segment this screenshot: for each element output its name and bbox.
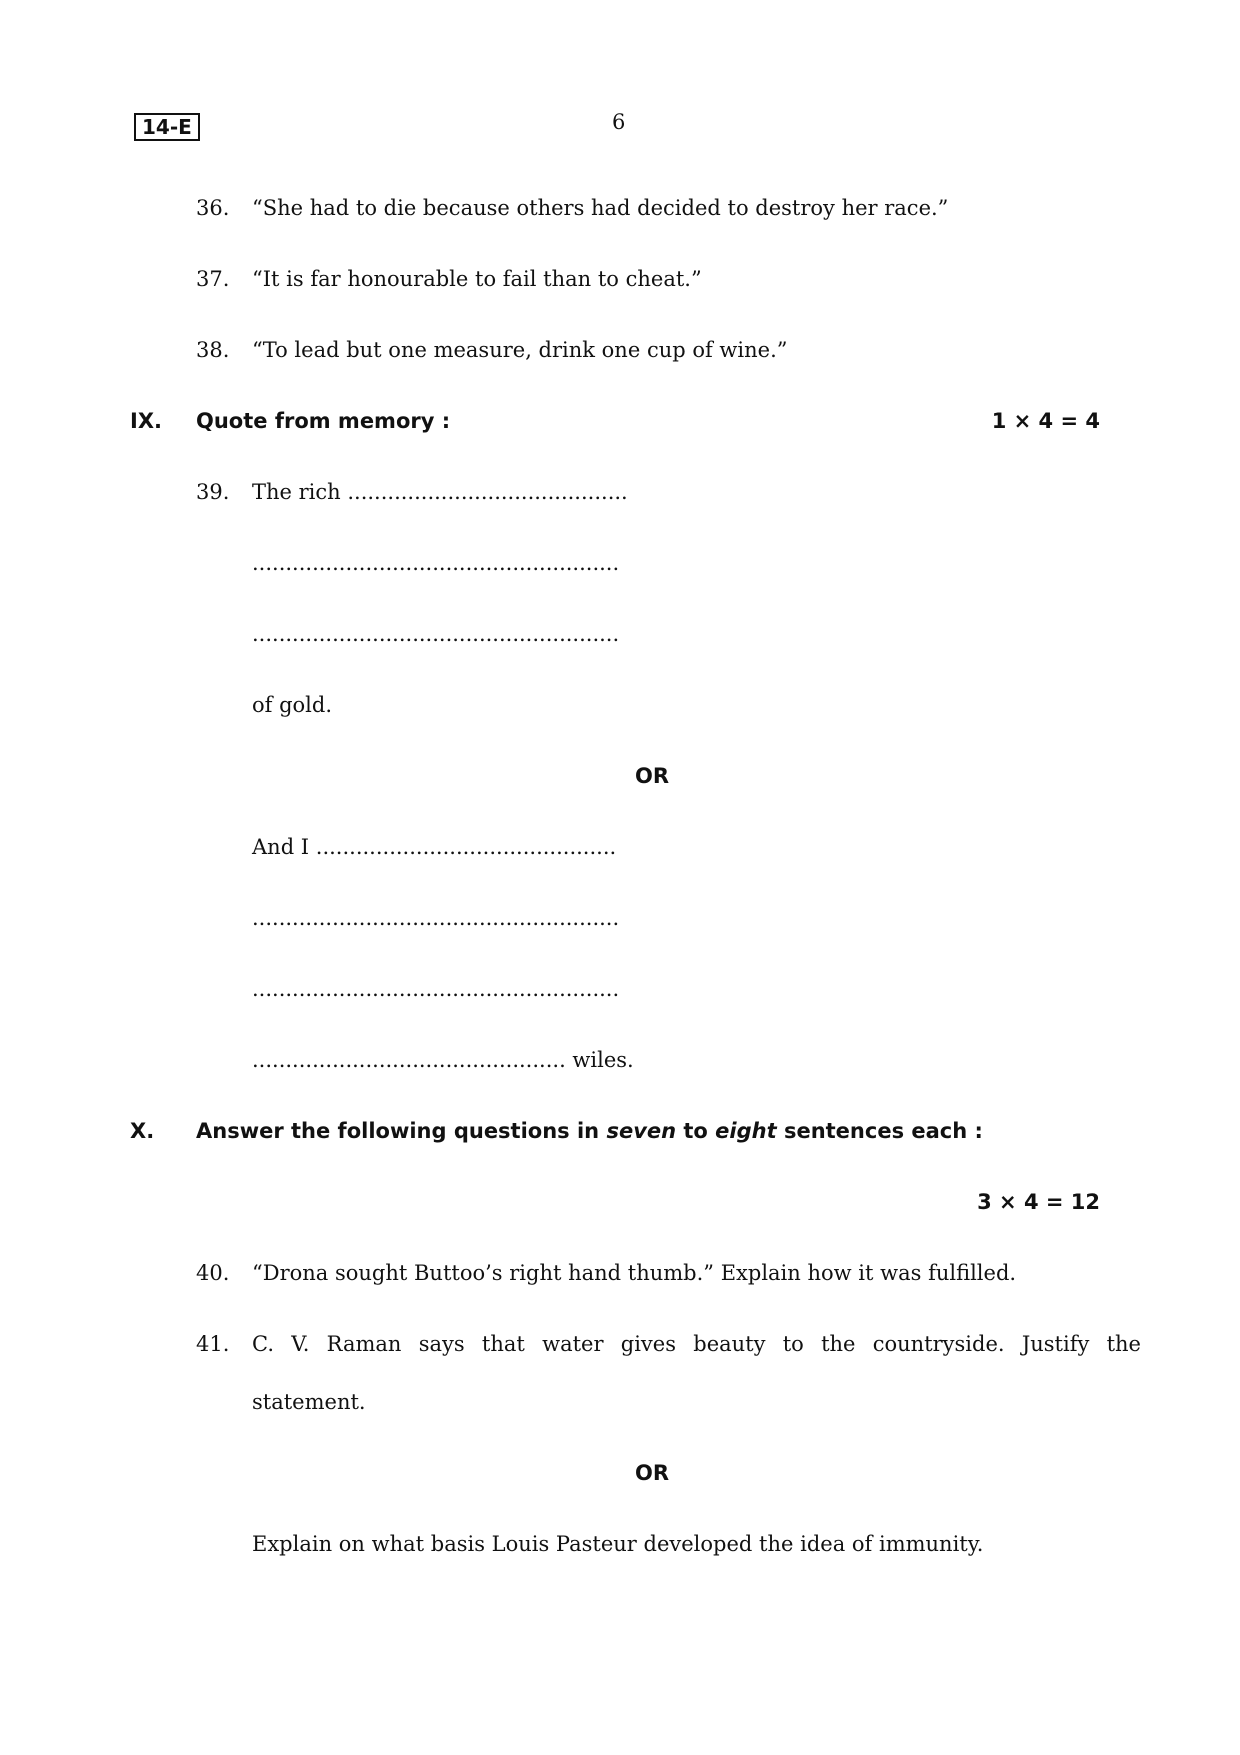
section-x-marks: 3 × 4 = 12: [977, 1190, 1100, 1214]
quote-line: And I .............................................: [252, 835, 617, 859]
question-text: Explain on what basis Louis Pasteur developed the idea of immunity.: [252, 1532, 984, 1556]
question-number: 37.: [196, 267, 230, 291]
quote-line: .......................................................: [252, 977, 620, 1001]
page-number: 6: [612, 110, 626, 134]
quote-line: ............................................... wiles.: [252, 1048, 634, 1072]
section-x-numeral: X.: [130, 1119, 155, 1143]
quote-line: .......................................................: [252, 622, 620, 646]
section-x-title: Answer the following questions in seven to eight sentences each :: [196, 1119, 983, 1143]
question-text: “To lead but one measure, drink one cup of wine.”: [252, 338, 788, 362]
question-text: “Drona sought Buttoo’s right hand thumb.” Explain how it was fulfilled.: [252, 1261, 1017, 1285]
quote-line: .......................................................: [252, 906, 620, 930]
section-ix-numeral: IX.: [130, 409, 162, 433]
quote-line: The rich ..........................................: [252, 480, 628, 504]
question-text: C. V. Raman says that water gives beauty to the countryside. Justify the: [252, 1332, 1141, 1356]
question-number: 39.: [196, 480, 230, 504]
section-ix-title: Quote from memory :: [196, 409, 451, 433]
question-number: 36.: [196, 196, 230, 220]
question-text-continued: statement.: [252, 1390, 366, 1414]
question-text: “It is far honourable to fail than to cheat.”: [252, 267, 702, 291]
or-divider: OR: [634, 764, 670, 788]
section-ix-marks: 1 × 4 = 4: [991, 409, 1100, 433]
question-text: “She had to die because others had decided to destroy her race.”: [252, 196, 949, 220]
or-divider: OR: [634, 1461, 670, 1485]
paper-code-box: 14-E: [134, 113, 200, 141]
question-number: 41.: [196, 1332, 230, 1356]
question-number: 40.: [196, 1261, 230, 1285]
question-number: 38.: [196, 338, 230, 362]
quote-line: .......................................................: [252, 551, 620, 575]
quote-line: of gold.: [252, 693, 333, 717]
